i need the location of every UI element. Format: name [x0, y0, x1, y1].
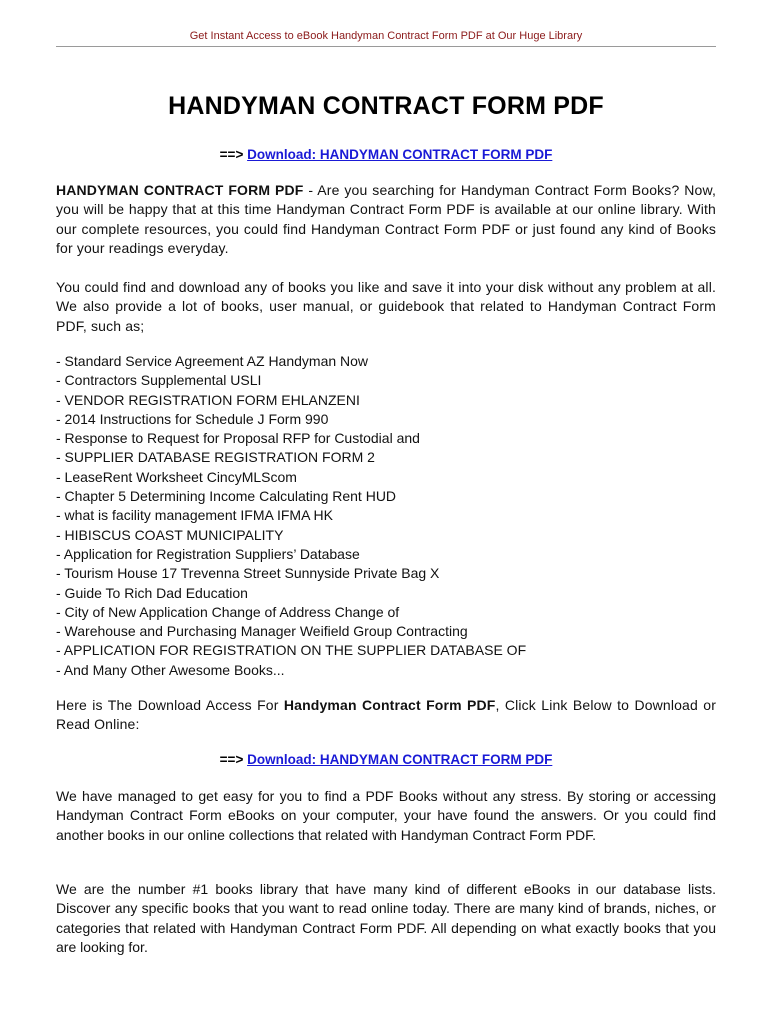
intro-bold-lead: HANDYMAN CONTRACT FORM PDF	[56, 182, 304, 198]
book-list-item: - Contractors Supplemental USLI	[56, 372, 262, 389]
header-banner: Get Instant Access to eBook Handyman Contract Form PDF at Our Huge Library	[189, 30, 583, 42]
download-link[interactable]: Download: HANDYMAN CONTRACT FORM PDF	[247, 147, 553, 162]
book-list-item: - Chapter 5 Determining Income Calculating Rent HUD	[56, 488, 397, 505]
access-bold: Handyman Contract Form PDF	[283, 697, 496, 713]
book-list-item: - APPLICATION FOR REGISTRATION ON THE SUPPLIER DATABASE OF	[56, 642, 527, 659]
book-list-item: - LeaseRent Worksheet CincyMLScom	[56, 468, 297, 485]
download-arrow: ==>	[219, 147, 244, 162]
download-link-top	[56, 147, 716, 162]
page-title: HANDYMAN CONTRACT FORM PDF	[168, 92, 604, 120]
download-arrow: ==>	[219, 752, 244, 767]
book-list-item: - And Many Other Awesome Books...	[56, 661, 285, 678]
book-list-item: - what is facility management IFMA IFMA HK	[56, 507, 333, 524]
access-suffix: , Click Link Below to Download or Read Online:	[56, 697, 717, 733]
book-list-item: - Guide To Rich Dad Education	[56, 584, 248, 601]
library-paragraph: We are the number #1 books library that have many kind of different eBooks in our database lists. Discover any specific books that you want to read online today. There are many kind of brands, niches, or categories that related with Handyman Contract Form PDF. All depending on what exactly books that you are looking for.	[56, 881, 716, 955]
related-books-paragraph: You could find and download any of books you like and save it into your disk without any problem at all. We also provide a lot of books, user manual, or guidebook that related to Handyman Contract Form PDF, such as;	[56, 279, 716, 334]
download-link[interactable]: Download: HANDYMAN CONTRACT FORM PDF	[247, 752, 553, 767]
storage-paragraph: We have managed to get easy for you to find a PDF Books without any stress. By storing or accessing Handyman Contract Form eBooks on your computer, your have found the answers. Or you could find another books in our online collections that related with Handyman Contract Form PDF.	[56, 788, 716, 843]
intro-paragraph	[56, 181, 716, 258]
access-paragraph	[56, 696, 716, 735]
book-list-item: - VENDOR REGISTRATION FORM EHLANZENI	[56, 391, 360, 408]
intro-text: - Are you searching for Handyman Contract Form Books? Now, you will be happy that at this time Handyman Contract Form PDF is available at our online library. With our complete resources, you could find Handyman Contract Form PDF or just found any kind of Books for your readings everyday.	[56, 182, 716, 256]
book-list-item: - SUPPLIER DATABASE REGISTRATION FORM 2	[56, 449, 375, 466]
book-list-item: - Response to Request for Proposal RFP for Custodial and	[56, 430, 420, 447]
header-divider	[56, 46, 716, 47]
download-link-bottom	[56, 752, 716, 767]
book-list-item: - 2014 Instructions for Schedule J Form 990	[56, 410, 329, 427]
book-list-item: - Warehouse and Purchasing Manager Weifield Group Contracting	[56, 623, 468, 640]
book-list	[56, 352, 716, 680]
book-list-item: - Standard Service Agreement AZ Handyman Now	[56, 353, 369, 369]
book-list-item: - HIBISCUS COAST MUNICIPALITY	[56, 526, 284, 543]
book-list-item: - Tourism House 17 Trevenna Street Sunnyside Private Bag X	[56, 565, 440, 582]
book-list-item: - Application for Registration Suppliers’ Database	[56, 545, 360, 562]
access-prefix: Here is The Download Access For	[56, 697, 284, 713]
book-list-item: - City of New Application Change of Address Change of	[56, 603, 400, 620]
